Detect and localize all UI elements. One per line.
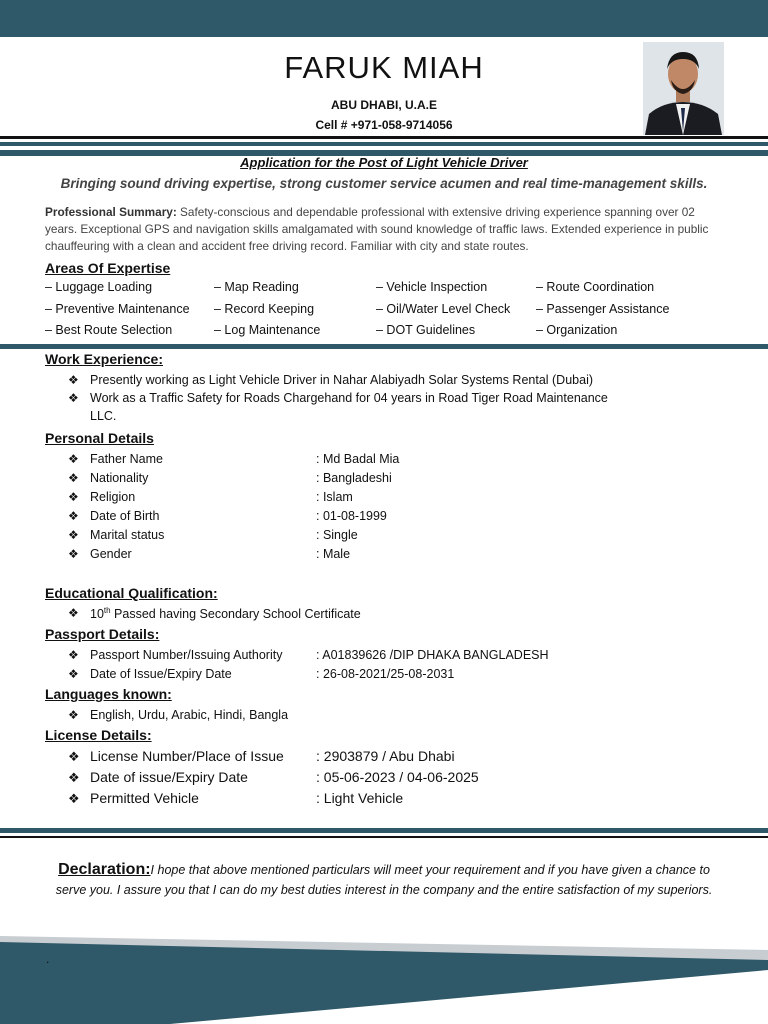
bullet-icon: ❖ <box>68 509 79 523</box>
bullet-icon: ❖ <box>68 708 79 722</box>
bullet-icon: ❖ <box>68 490 79 504</box>
bullet-icon: ❖ <box>68 373 79 387</box>
work-item: Presently working as Light Vehicle Driver in Nahar Alabiyadh Solar Systems Rental (Dubai) <box>90 373 594 387</box>
skill-item: – Passenger Assistance <box>536 302 670 316</box>
bullet-icon: ❖ <box>68 667 79 681</box>
detail-value: : Bangladeshi <box>316 471 392 485</box>
detail-value: : Male <box>316 547 351 561</box>
skill-item: – Preventive Maintenance <box>45 302 190 316</box>
grade-number: 10 <box>90 607 104 622</box>
detail-value: : 05-06-2023 / 04-06-2025 <box>316 769 479 785</box>
detail-label: License Number/Place of Issue <box>90 748 284 764</box>
bullet-icon: ❖ <box>68 749 80 764</box>
footer-accent-bar <box>0 828 768 833</box>
footer-divider <box>0 836 768 838</box>
work-item: Work as a Traffic Safety for Roads Chargehand for 04 years in Road Tiger Road Maintenance <box>90 391 608 405</box>
section-divider <box>0 344 768 349</box>
detail-label: Marital status <box>90 528 165 542</box>
detail-value: : Light Vehicle <box>316 790 404 806</box>
bullet-icon: ❖ <box>68 606 79 620</box>
personal-heading: Personal Details <box>45 430 154 446</box>
skill-item: – Vehicle Inspection <box>376 280 488 294</box>
grade-suffix: th <box>103 606 111 615</box>
education-heading: Educational Qualification: <box>45 585 218 601</box>
bullet-icon: ❖ <box>68 770 80 785</box>
detail-value: : Single <box>316 528 358 542</box>
detail-value: : Islam <box>316 490 353 504</box>
detail-value: : 01-08-1999 <box>316 509 387 523</box>
footer-decoration <box>0 930 768 1024</box>
skill-item: – Luggage Loading <box>45 280 153 294</box>
application-title: Application for the Post of Light Vehicle Driver <box>240 155 528 170</box>
detail-label: Gender <box>90 547 132 561</box>
detail-label: Permitted Vehicle <box>90 790 199 806</box>
footer-mark: . <box>46 952 50 966</box>
summary-text: Safety-conscious and dependable professional with extensive driving experience spanning over 02 years. Exceptional GPS and navigation skills amalgamated with sound knowledge of traffic laws. Extended experience in public chauffeuring with a clean and accident free driving record. Familiar with city and state routes. <box>45 205 709 253</box>
languages-heading: Languages known: <box>45 686 172 702</box>
bullet-icon: ❖ <box>68 648 79 662</box>
license-heading: License Details: <box>45 727 152 743</box>
bullet-icon: ❖ <box>68 391 79 405</box>
passport-heading: Passport Details: <box>45 626 160 642</box>
summary-label: Professional Summary: <box>45 205 177 219</box>
languages-list: English, Urdu, Arabic, Hindi, Bangla <box>90 708 289 722</box>
bullet-icon: ❖ <box>68 452 79 466</box>
education-item <box>90 606 361 621</box>
bullet-icon: ❖ <box>68 547 79 561</box>
top-banner <box>0 0 768 37</box>
detail-value: : Md Badal Mia <box>316 452 400 466</box>
detail-label: Father Name <box>90 452 163 466</box>
location: ABU DHABI, U.A.E <box>330 98 437 112</box>
detail-value: : 26-08-2021/25-08-2031 <box>316 667 455 681</box>
detail-label: Nationality <box>90 471 149 485</box>
detail-label: Religion <box>90 490 136 504</box>
professional-summary <box>45 204 725 255</box>
detail-value: : A01839626 /DIP DHAKA BANGLADESH <box>316 648 549 662</box>
bullet-icon: ❖ <box>68 471 79 485</box>
detail-label: Date of Issue/Expiry Date <box>90 667 232 681</box>
detail-value: : 2903879 / Abu Dhabi <box>316 748 455 764</box>
skill-item: – Record Keeping <box>214 302 315 316</box>
skill-item: – Route Coordination <box>536 280 655 294</box>
detail-label: Date of Birth <box>90 509 160 523</box>
header-accent-line <box>0 142 768 146</box>
skill-item: – Map Reading <box>214 280 299 294</box>
declaration <box>50 860 718 900</box>
detail-label: Date of issue/Expiry Date <box>90 769 248 785</box>
profile-photo <box>643 42 724 135</box>
tagline: Bringing sound driving expertise, strong customer service acumen and real time-management skills. <box>60 176 708 191</box>
declaration-label: Declaration: <box>58 861 151 878</box>
candidate-name: FARUK MIAH <box>284 50 484 85</box>
declaration-text: I hope that above mentioned particulars will meet your requirement and if you have given a chance to serve you. I assure you that I can do my best duties interest in the company and the entire satisfaction of my superiors. <box>55 863 713 897</box>
skill-item: – Oil/Water Level Check <box>376 302 511 316</box>
bullet-icon: ❖ <box>68 528 79 542</box>
skill-item: – Organization <box>536 323 618 337</box>
work-heading: Work Experience: <box>45 351 164 367</box>
work-item-continued: LLC. <box>90 409 117 423</box>
education-text: Passed having Secondary School Certificate <box>110 607 361 622</box>
phone-number: Cell # +971-058-9714056 <box>315 118 453 132</box>
skill-item: – Log Maintenance <box>214 323 321 337</box>
skill-item: – Best Route Selection <box>45 323 173 337</box>
skill-item: – DOT Guidelines <box>376 323 476 337</box>
bullet-icon: ❖ <box>68 791 80 806</box>
detail-label: Passport Number/Issuing Authority <box>90 648 283 662</box>
expertise-heading: Areas Of Expertise <box>45 260 171 276</box>
header-divider <box>0 136 768 139</box>
